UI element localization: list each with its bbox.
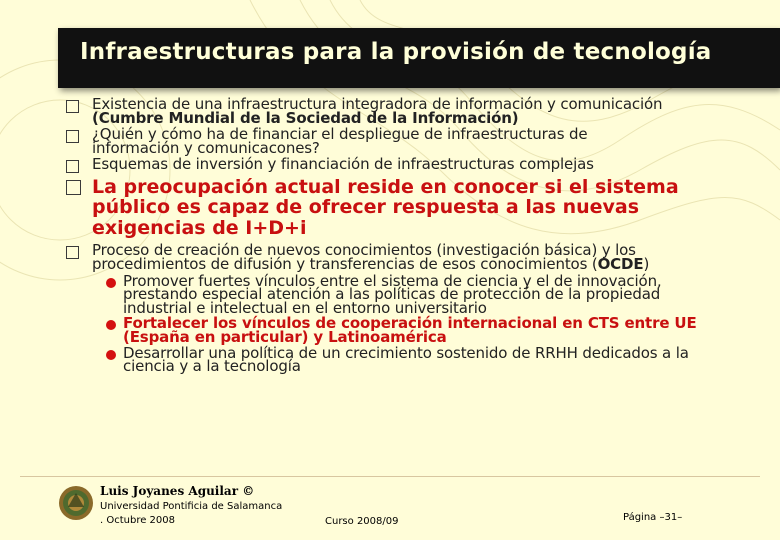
university-seal-logo [58, 485, 94, 521]
bullet-text [92, 125, 774, 157]
bullet-line: Esquemas de inversión y financiación de infraestructuras complejas [92, 155, 594, 174]
checkbox-bullet-icon [66, 130, 79, 143]
sub-bullet-text [123, 343, 774, 376]
bullet-text [92, 95, 774, 127]
bullet-line: Existencia de una infraestructura integradora de información y comunicación [92, 95, 663, 113]
footer-date: . Octubre 2008 [100, 515, 176, 526]
bullet-esquemas [62, 155, 774, 174]
highlight-line: público es capaz de ofrecer respuesta a las nuevas [92, 196, 640, 219]
sub-bullet-text [123, 271, 774, 317]
sub-bullet-line: industrial e intelectual en el entorno universitario [123, 298, 487, 317]
bullet-line-bold: (Cumbre Mundial de la Sociedad de la Información) [92, 108, 519, 127]
bullet-preocupacion [62, 177, 774, 239]
dot-bullet-icon [106, 278, 116, 288]
text-segment: ) [643, 255, 650, 274]
ocde-label: OCDE [597, 255, 644, 274]
sub-bullet-line: prestando especial atención a las políticas de protección de la propiedad [123, 285, 661, 304]
dot-bullet-icon [106, 350, 116, 360]
footer-author: Luis Joyanes Aguilar © [100, 484, 255, 498]
highlight-text [92, 177, 774, 239]
checkbox-bullet-icon [66, 246, 79, 259]
bullet-text [92, 155, 774, 174]
content [62, 95, 774, 376]
checkbox-bullet-icon [66, 180, 81, 195]
bullet-line: información y comunicacones? [92, 138, 320, 157]
footer-page-number: Página –31– [623, 512, 683, 523]
bullet-text [92, 241, 774, 274]
sub-bullet-desarrollar [62, 343, 774, 376]
bullet-infraestructura [62, 95, 774, 127]
slide-title: Infraestructuras para la provisión de tecnología [80, 39, 712, 65]
sub-bullet-promover [62, 271, 774, 317]
dot-bullet-icon [106, 320, 116, 330]
sub-bullet-line: Fortalecer los vínculos de cooperación internacional en CTS entre UE [123, 314, 697, 333]
footer-course: Curso 2008/09 [325, 516, 399, 527]
footer-university: Universidad Pontificia de Salamanca [100, 501, 283, 512]
bullet-financiar [62, 125, 774, 157]
bullet-line: ¿Quién y cómo ha de financiar el despliegue de infraestructuras de [92, 125, 588, 144]
highlight-line: exigencias de I+D+i [92, 216, 307, 239]
sub-bullet-line: Desarrollar una política de un crecimiento sostenido de RRHH dedicados a la [123, 343, 689, 362]
checkbox-bullet-icon [66, 160, 79, 173]
text-segment: procedimientos de difusión y transferencias de esos conocimientos ( [92, 255, 598, 274]
sub-bullet-line: Promover fuertes vínculos entre el sistema de ciencia y el de innovación, [123, 271, 662, 290]
sub-bullet-text [123, 314, 774, 347]
bullet-line [92, 255, 774, 274]
sub-bullet-line: ciencia y a la tecnología [123, 357, 301, 376]
checkbox-bullet-icon [66, 100, 79, 113]
sub-bullet-line: (España en particular) y Latinoamérica [123, 328, 447, 347]
bullet-proceso [62, 241, 774, 274]
sub-bullet-fortalecer [62, 314, 774, 347]
footer-divider [20, 476, 760, 477]
highlight-line: La preocupación actual reside en conocer si el sistema [92, 175, 679, 198]
bullet-line: Proceso de creación de nuevos conocimientos (investigación básica) y los [92, 241, 636, 260]
